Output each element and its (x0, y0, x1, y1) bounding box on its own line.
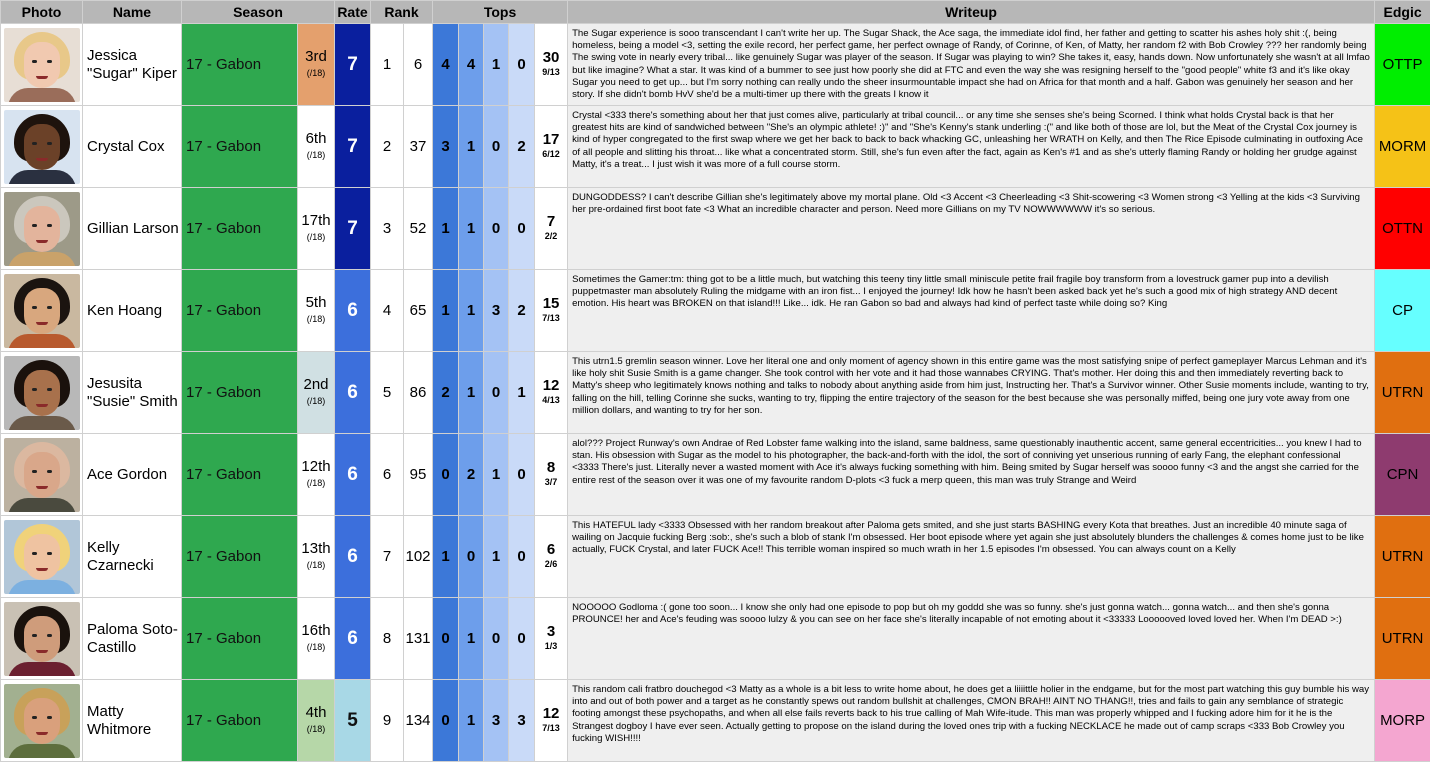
header-rank[interactable]: Rank (371, 1, 433, 24)
photo-cell (1, 598, 83, 680)
season-cell: 17 - Gabon (182, 270, 298, 352)
photo-cell (1, 680, 83, 762)
writeup-cell: Crystal <333 there's something about her that just comes alive, particularly at tribal council... or any time she senses she's being Scorned. I think what holds Crystal back is that her greatest hits are kind of sandwiched between "She's an olympic athlete! :)" and "She's Kenny's stank underling :(" and like both of those are lol, but the Meat of the Crystal Cox journey is kind of hyper congregated to the first swap where we get her back to back to back whacking GC, unleashing her WRATH on Kelly, and then The Rice Episode culminating in outfoxing Ace of all people and slitting his throat... like what a concentrated storm. Still, she's fun even after the fact, again as Ken's #1 and as she's utterly flaming Randy or holding her grudge against Matty, it's a treat... I just wish it was more of a full course storm. (568, 106, 1375, 188)
rank-overall: 65 (404, 270, 433, 352)
rate-cell: 6 (335, 434, 371, 516)
writeup-cell: The Sugar experience is sooo transcendant I can't write her up. The Sugar Shack, the Ace saga, the immediate idol find, her father and getting to scatter his ashes holy shit :(, being homeless, being a model <3, setting the exile record, her perfect game, her perfect ownage of Randy, of Corinne, of Ken, of Matty, her random f2 with Bob Crowley ??? her randomly being The swing vote in nearly every tribal... like genuinely Sugar was player of the season. If Sugar was playing to win? She takes it, easy, hands down. Now unfortunately she wasn't at all lmfao but like imagine? What a star. It was kind of a bummer to see just how poorly she did at FTC and even the way she was resigning herself to the "good people" white f3 and it's like okay Sugar you need to get up... but I'm sorry nothing can really undo the sheer insurmountable impact she had on Africa for that month and a half. Gabon was genuinely her season and her story. If she didn't bomb HvV she'd be a multi-timer up there with the greats I know it (568, 24, 1375, 106)
writeup-cell: Sometimes the Gamer:tm: thing got to be a little much, but watching this teeny tiny little small miniscule petite frail fragile boy transform from a lovestruck gamer pup into a devilish puppetmaster man absolutely Ruling the midgame with an iron fist... I enjoyed the journey! Idk how he hasn't been asked back yet he's such a good mix of high strategy AND decent emotion. His heart was BROKEN on that island!!! Like... idk. He ran Gabon so bad and always had kind of perfect taste while doing so? King (568, 270, 1375, 352)
tops-2: 4 (459, 24, 484, 106)
tops-1: 0 (433, 680, 459, 762)
edgic-cell: OTTN (1375, 188, 1430, 270)
tops-fraction: 2/2 (535, 229, 567, 243)
placement-value: 2nd (303, 376, 328, 393)
avatar[interactable] (4, 438, 80, 512)
rate-cell: 6 (335, 270, 371, 352)
tops-4: 0 (509, 434, 535, 516)
edgic-cell: UTRN (1375, 352, 1430, 434)
contestant-name: Kelly Czarnecki (83, 516, 182, 598)
tops-1: 1 (433, 270, 459, 352)
season-cell: 17 - Gabon (182, 598, 298, 680)
tops-4: 0 (509, 24, 535, 106)
avatar[interactable] (4, 28, 80, 102)
table-row[interactable] (1, 188, 1430, 270)
contestant-name: Matty Whitmore (83, 680, 182, 762)
tops-4: 2 (509, 106, 535, 188)
header-tops[interactable]: Tops (433, 1, 568, 24)
tops-4: 0 (509, 598, 535, 680)
rank-overall: 134 (404, 680, 433, 762)
contestant-name: Jesusita "Susie" Smith (83, 352, 182, 434)
tops-2: 1 (459, 188, 484, 270)
rate-cell: 6 (335, 516, 371, 598)
placement-value: 4th (306, 704, 327, 721)
tops-2: 2 (459, 434, 484, 516)
tops-4: 3 (509, 680, 535, 762)
edgic-cell: CP (1375, 270, 1430, 352)
tops-4: 2 (509, 270, 535, 352)
photo-cell (1, 352, 83, 434)
placement-total: (/18) (298, 475, 334, 491)
placement-total: (/18) (298, 639, 334, 655)
tops-3: 0 (484, 188, 509, 270)
placement-total: (/18) (298, 557, 334, 573)
table-row[interactable] (1, 24, 1430, 106)
placement-total: (/18) (298, 147, 334, 163)
placement-value: 17th (301, 212, 330, 229)
placement-total: (/18) (298, 721, 334, 737)
table-row[interactable] (1, 680, 1430, 762)
placement-cell (298, 270, 335, 352)
tops-3: 3 (484, 270, 509, 352)
rank-season: 5 (371, 352, 404, 434)
tops-fraction: 1/3 (535, 639, 567, 653)
tops-points: 30 (543, 49, 560, 66)
table-row[interactable] (1, 434, 1430, 516)
rank-season: 7 (371, 516, 404, 598)
rank-overall: 131 (404, 598, 433, 680)
tops-total (535, 680, 568, 762)
table-row[interactable] (1, 270, 1430, 352)
rate-cell: 7 (335, 24, 371, 106)
tops-4: 0 (509, 188, 535, 270)
season-cell: 17 - Gabon (182, 106, 298, 188)
tops-1: 0 (433, 598, 459, 680)
avatar[interactable] (4, 356, 80, 430)
table-row[interactable] (1, 352, 1430, 434)
avatar[interactable] (4, 110, 80, 184)
tops-total (535, 106, 568, 188)
rank-season: 3 (371, 188, 404, 270)
tops-total (535, 516, 568, 598)
writeup-cell: DUNGODDESS? I can't describe Gillian she's legitimately above my mortal plane. Old <3 Accent <3 Cheerleading <3 Shit-scowering <3 Women strong <3 Yelling at the kids <3 Surviving her pre-ordained first boot fate <3 What an incredible character and person. Need more Gillians on my TV NOWWWWWW it's so serious. (568, 188, 1375, 270)
tops-fraction: 9/13 (535, 65, 567, 79)
tops-points: 17 (543, 131, 560, 148)
avatar[interactable] (4, 684, 80, 758)
placement-cell (298, 106, 335, 188)
writeup-cell: This random cali fratbro douchegod <3 Matty as a whole is a bit less to write home about, he does get a liiiittle holier in the endgame, but for the most part watching this guy bumble his way into and out of both power and a target as he constantly spews out random bullshit at challenges, CMON BRAH!! AINT NO THANG!!, tries and fails to gain any semblance of strategic footing amongst these psychopaths, and when all else fails reverts back to his true calling of Mah Wife-itude. This man was properly whipped and I fucking adore him for it he is the Strangest dogboy I have ever seen. Actually getting to propose on the island during the loved ones trip with a fucking NECKLACE he made out of camp scraps <333 Bob Crowley you fucking WISH!!!! (568, 680, 1375, 762)
tops-2: 0 (459, 516, 484, 598)
tops-2: 1 (459, 352, 484, 434)
rank-overall: 52 (404, 188, 433, 270)
tops-points: 7 (547, 213, 555, 230)
contestant-name: Jessica "Sugar" Kiper (83, 24, 182, 106)
placement-cell (298, 188, 335, 270)
season-cell: 17 - Gabon (182, 516, 298, 598)
season-cell: 17 - Gabon (182, 434, 298, 516)
rate-cell: 7 (335, 188, 371, 270)
contestant-name: Paloma Soto-Castillo (83, 598, 182, 680)
tops-1: 4 (433, 24, 459, 106)
header-name[interactable]: Name (83, 1, 182, 24)
tops-2: 1 (459, 106, 484, 188)
season-cell: 17 - Gabon (182, 188, 298, 270)
tops-3: 1 (484, 434, 509, 516)
header-rate[interactable]: Rate (335, 1, 371, 24)
season-cell: 17 - Gabon (182, 24, 298, 106)
header-season[interactable]: Season (182, 1, 335, 24)
tops-fraction: 6/12 (535, 147, 567, 161)
contestant-name: Ace Gordon (83, 434, 182, 516)
contestant-name: Gillian Larson (83, 188, 182, 270)
photo-cell (1, 188, 83, 270)
photo-cell (1, 24, 83, 106)
rank-season: 4 (371, 270, 404, 352)
placement-cell (298, 516, 335, 598)
writeup-cell: NOOOOO Godloma :( gone too soon... I know she only had one episode to pop but oh my goddd she was so funny. she's just gonna watch... gonna watch... and then she's gonna PROUNCE! her and Ace's feuding was soooo lulzy & you can see on her face she's literally incapable of not emoting about it <33333 Loooooved loved loved her. When I'm DEAD >:) (568, 598, 1375, 680)
rate-cell: 5 (335, 680, 371, 762)
tops-fraction: 7/13 (535, 721, 567, 735)
tops-points: 12 (543, 705, 560, 722)
photo-cell (1, 106, 83, 188)
tops-total (535, 188, 568, 270)
writeup-cell: This utrn1.5 gremlin season winner. Love her literal one and only moment of agency shown in this entire game was the most satisfying snipe of perfect gameplayer Marcus Lehman and it's like holy shit Susie Smith is a game changer. She took control with her vote and it had those wannabes CRYING. That's mother. Her doing this and then immediately reverting back to Matty's sheep who legitimately knows nothing and talks to nobody about anything aside from him just, Instructing her. That's a Survivor winner. Other Susie moments include, wanting to try, falling on the hill, telling Corinne she sucks, wanting to try, flipping the entire trajectory of the season for the best because she was personally miffed, being one jury vote away from one million dollars, and wanting to try for her son. (568, 352, 1375, 434)
placement-total: (/18) (298, 229, 334, 245)
tops-fraction: 4/13 (535, 393, 567, 407)
rate-cell: 6 (335, 598, 371, 680)
placement-cell (298, 24, 335, 106)
rank-season: 6 (371, 434, 404, 516)
photo-cell (1, 270, 83, 352)
placement-cell (298, 598, 335, 680)
rank-overall: 95 (404, 434, 433, 516)
placement-value: 12th (301, 458, 330, 475)
edgic-cell: MORP (1375, 680, 1430, 762)
tops-fraction: 7/13 (535, 311, 567, 325)
header-writeup[interactable]: Writeup (568, 1, 1375, 24)
tops-total (535, 434, 568, 516)
tops-fraction: 3/7 (535, 475, 567, 489)
placement-total: (/18) (298, 393, 334, 409)
contestant-name: Crystal Cox (83, 106, 182, 188)
placement-value: 6th (306, 130, 327, 147)
edgic-cell: UTRN (1375, 516, 1430, 598)
tops-3: 1 (484, 24, 509, 106)
table-row[interactable] (1, 516, 1430, 598)
edgic-cell: UTRN (1375, 598, 1430, 680)
placement-cell (298, 434, 335, 516)
edgic-cell: CPN (1375, 434, 1430, 516)
season-cell: 17 - Gabon (182, 352, 298, 434)
tops-1: 1 (433, 516, 459, 598)
placement-value: 5th (306, 294, 327, 311)
tops-fraction: 2/6 (535, 557, 567, 571)
tops-points: 6 (547, 541, 555, 558)
placement-cell (298, 680, 335, 762)
photo-cell (1, 434, 83, 516)
tops-3: 1 (484, 516, 509, 598)
tops-1: 0 (433, 434, 459, 516)
avatar[interactable] (4, 602, 80, 676)
tops-3: 0 (484, 106, 509, 188)
rank-season: 1 (371, 24, 404, 106)
tops-total (535, 352, 568, 434)
tops-2: 1 (459, 598, 484, 680)
edgic-cell: MORM (1375, 106, 1430, 188)
tops-3: 3 (484, 680, 509, 762)
tops-points: 8 (547, 459, 555, 476)
contestant-name: Ken Hoang (83, 270, 182, 352)
tops-2: 1 (459, 680, 484, 762)
rate-cell: 7 (335, 106, 371, 188)
tops-4: 0 (509, 516, 535, 598)
tops-total (535, 598, 568, 680)
tops-1: 2 (433, 352, 459, 434)
table-row[interactable] (1, 598, 1430, 680)
placement-total: (/18) (298, 65, 334, 81)
tops-1: 3 (433, 106, 459, 188)
header-photo[interactable]: Photo (1, 1, 83, 24)
season-cell: 17 - Gabon (182, 680, 298, 762)
table-row[interactable] (1, 106, 1430, 188)
tops-points: 3 (547, 623, 555, 640)
header-edgic[interactable]: Edgic (1375, 1, 1430, 24)
avatar[interactable] (4, 520, 80, 594)
edgic-cell: OTTP (1375, 24, 1430, 106)
tops-total (535, 270, 568, 352)
placement-value: 16th (301, 622, 330, 639)
writeup-cell: alol??? Project Runway's own Andrae of Red Lobster fame walking into the island, same baldness, same questionably inauthentic accent, same general eccentricities... you knew I had to stan. His obsession with Sugar as the model to his photographer, the back-and-forth with the idol, the sort of conniving yet unserious running of early Fang, the elephant confessional <3333 There's just. Literally never a wasted moment with Ace it's always fucking something with him. Being smited by Sugar herself was soooo funny <3 and the angst she carried for the entire rest of the season over it was one of my favourite random D-plots <3 fuck a merp queen, this man was truly Strange and Weird (568, 434, 1375, 516)
tops-1: 1 (433, 188, 459, 270)
writeup-cell: This HATEFUL lady <3333 Obsessed with her random breakout after Paloma gets smited, and she just starts BASHING every Kota that breathes. Just an incredible 40 minute saga of wailing on Jacquie fucking Berg :sob:, she's such a blob of stank I'm obsessed. Her boot episode where yet again she just absolutely blunders the challenges & comes home just to be like actually, FUCK Crystal, and later FUCK Ace!! This terrible woman inspired so much wrath in her 1.5 episodes I'm obsessed. You can always count on a Kelly (568, 516, 1375, 598)
rank-season: 8 (371, 598, 404, 680)
header-row (1, 1, 1430, 24)
tops-3: 0 (484, 598, 509, 680)
placement-value: 3rd (305, 48, 327, 65)
rank-overall: 102 (404, 516, 433, 598)
tops-4: 1 (509, 352, 535, 434)
tops-points: 15 (543, 295, 560, 312)
photo-cell (1, 516, 83, 598)
rank-overall: 37 (404, 106, 433, 188)
placement-value: 13th (301, 540, 330, 557)
tops-2: 1 (459, 270, 484, 352)
tops-total (535, 24, 568, 106)
tops-3: 0 (484, 352, 509, 434)
rank-overall: 6 (404, 24, 433, 106)
rank-overall: 86 (404, 352, 433, 434)
rate-cell: 6 (335, 352, 371, 434)
avatar[interactable] (4, 192, 80, 266)
placement-cell (298, 352, 335, 434)
tops-points: 12 (543, 377, 560, 394)
rank-season: 2 (371, 106, 404, 188)
placement-total: (/18) (298, 311, 334, 327)
rank-season: 9 (371, 680, 404, 762)
avatar[interactable] (4, 274, 80, 348)
